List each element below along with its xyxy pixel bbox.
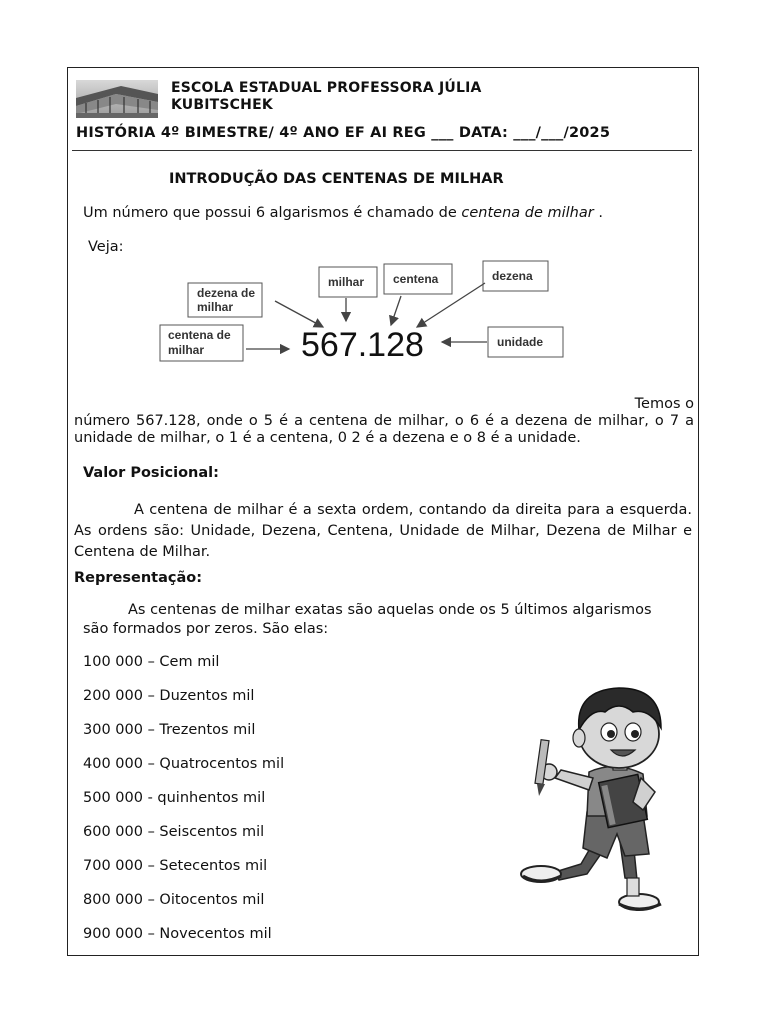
intro-emphasis: centena de milhar	[461, 205, 594, 221]
school-building-photo	[76, 80, 158, 118]
representacao-heading: Representação:	[74, 570, 203, 586]
list-item: 300 000 – Trezentos mil	[83, 722, 256, 738]
explanation-paragraph	[74, 396, 694, 447]
explanation-line-1: Temos o	[634, 396, 694, 412]
list-item: 600 000 – Seiscentos mil	[83, 824, 265, 840]
list-item: 700 000 – Setecentos mil	[83, 858, 268, 874]
valor-posicional-text: A centena de milhar é a sexta ordem, contando da direita para a esquerda. As ordens são: Unidade, Dezena, Centena, Unidade de Milhar, Dezena de Milhar e Centena de Milhar.	[74, 502, 692, 560]
list-item: 500 000 - quinhentos mil	[83, 790, 266, 806]
label-centena-de-milhar-2: milhar	[168, 343, 205, 357]
label-centena-de-milhar-1: centena de	[168, 328, 231, 342]
representacao-text-line-2: são formados por zeros. São elas:	[83, 621, 329, 637]
school-name	[171, 80, 482, 114]
subject-date-line: HISTÓRIA 4º BIMESTRE/ 4º ANO EF AI REG ___ DATA: ___/___/2025	[76, 125, 611, 141]
school-name-line-2: KUBITSCHEK	[171, 97, 273, 113]
boy-with-book-illustration	[515, 682, 665, 917]
label-dezena-de-milhar-2: milhar	[197, 300, 234, 314]
header-divider	[72, 150, 692, 151]
school-name-line-1: ESCOLA ESTADUAL PROFESSORA JÚLIA	[171, 80, 482, 96]
list-item: 900 000 – Novecentos mil	[83, 926, 272, 942]
list-item: 400 000 – Quatrocentos mil	[83, 756, 285, 772]
veja-label: Veja:	[88, 239, 124, 255]
label-unidade: unidade	[497, 335, 544, 349]
label-centena: centena	[393, 272, 439, 286]
label-milhar: milhar	[328, 275, 365, 289]
label-dezena: dezena	[492, 269, 533, 283]
intro-text-after: .	[593, 205, 603, 221]
valor-posicional-heading: Valor Posicional:	[83, 465, 219, 481]
list-item: 800 000 – Oitocentos mil	[83, 892, 265, 908]
intro-paragraph	[83, 205, 603, 221]
intro-text-before: Um número que possui 6 algarismos é chamado de	[83, 205, 462, 221]
list-item: 200 000 – Duzentos mil	[83, 688, 255, 704]
explanation-rest: número 567.128, onde o 5 é a centena de milhar, o 6 é a dezena de milhar, o 7 a unidade de milhar, o 1 é a centena, 0 2 é a dezena e o 8 é a unidade.	[74, 413, 694, 446]
place-value-figure	[155, 245, 580, 365]
arrow-dezena-de-milhar	[275, 301, 323, 327]
label-dezena-de-milhar-1: dezena de	[197, 286, 256, 300]
page-title: INTRODUÇÃO DAS CENTENAS DE MILHAR	[169, 171, 504, 187]
list-item: 100 000 – Cem mil	[83, 654, 220, 670]
arrow-centena	[391, 296, 401, 325]
representacao-text-line-1: As centenas de milhar exatas são aquelas onde os 5 últimos algarismos	[128, 602, 652, 618]
figure-number: 567.128	[301, 326, 424, 364]
